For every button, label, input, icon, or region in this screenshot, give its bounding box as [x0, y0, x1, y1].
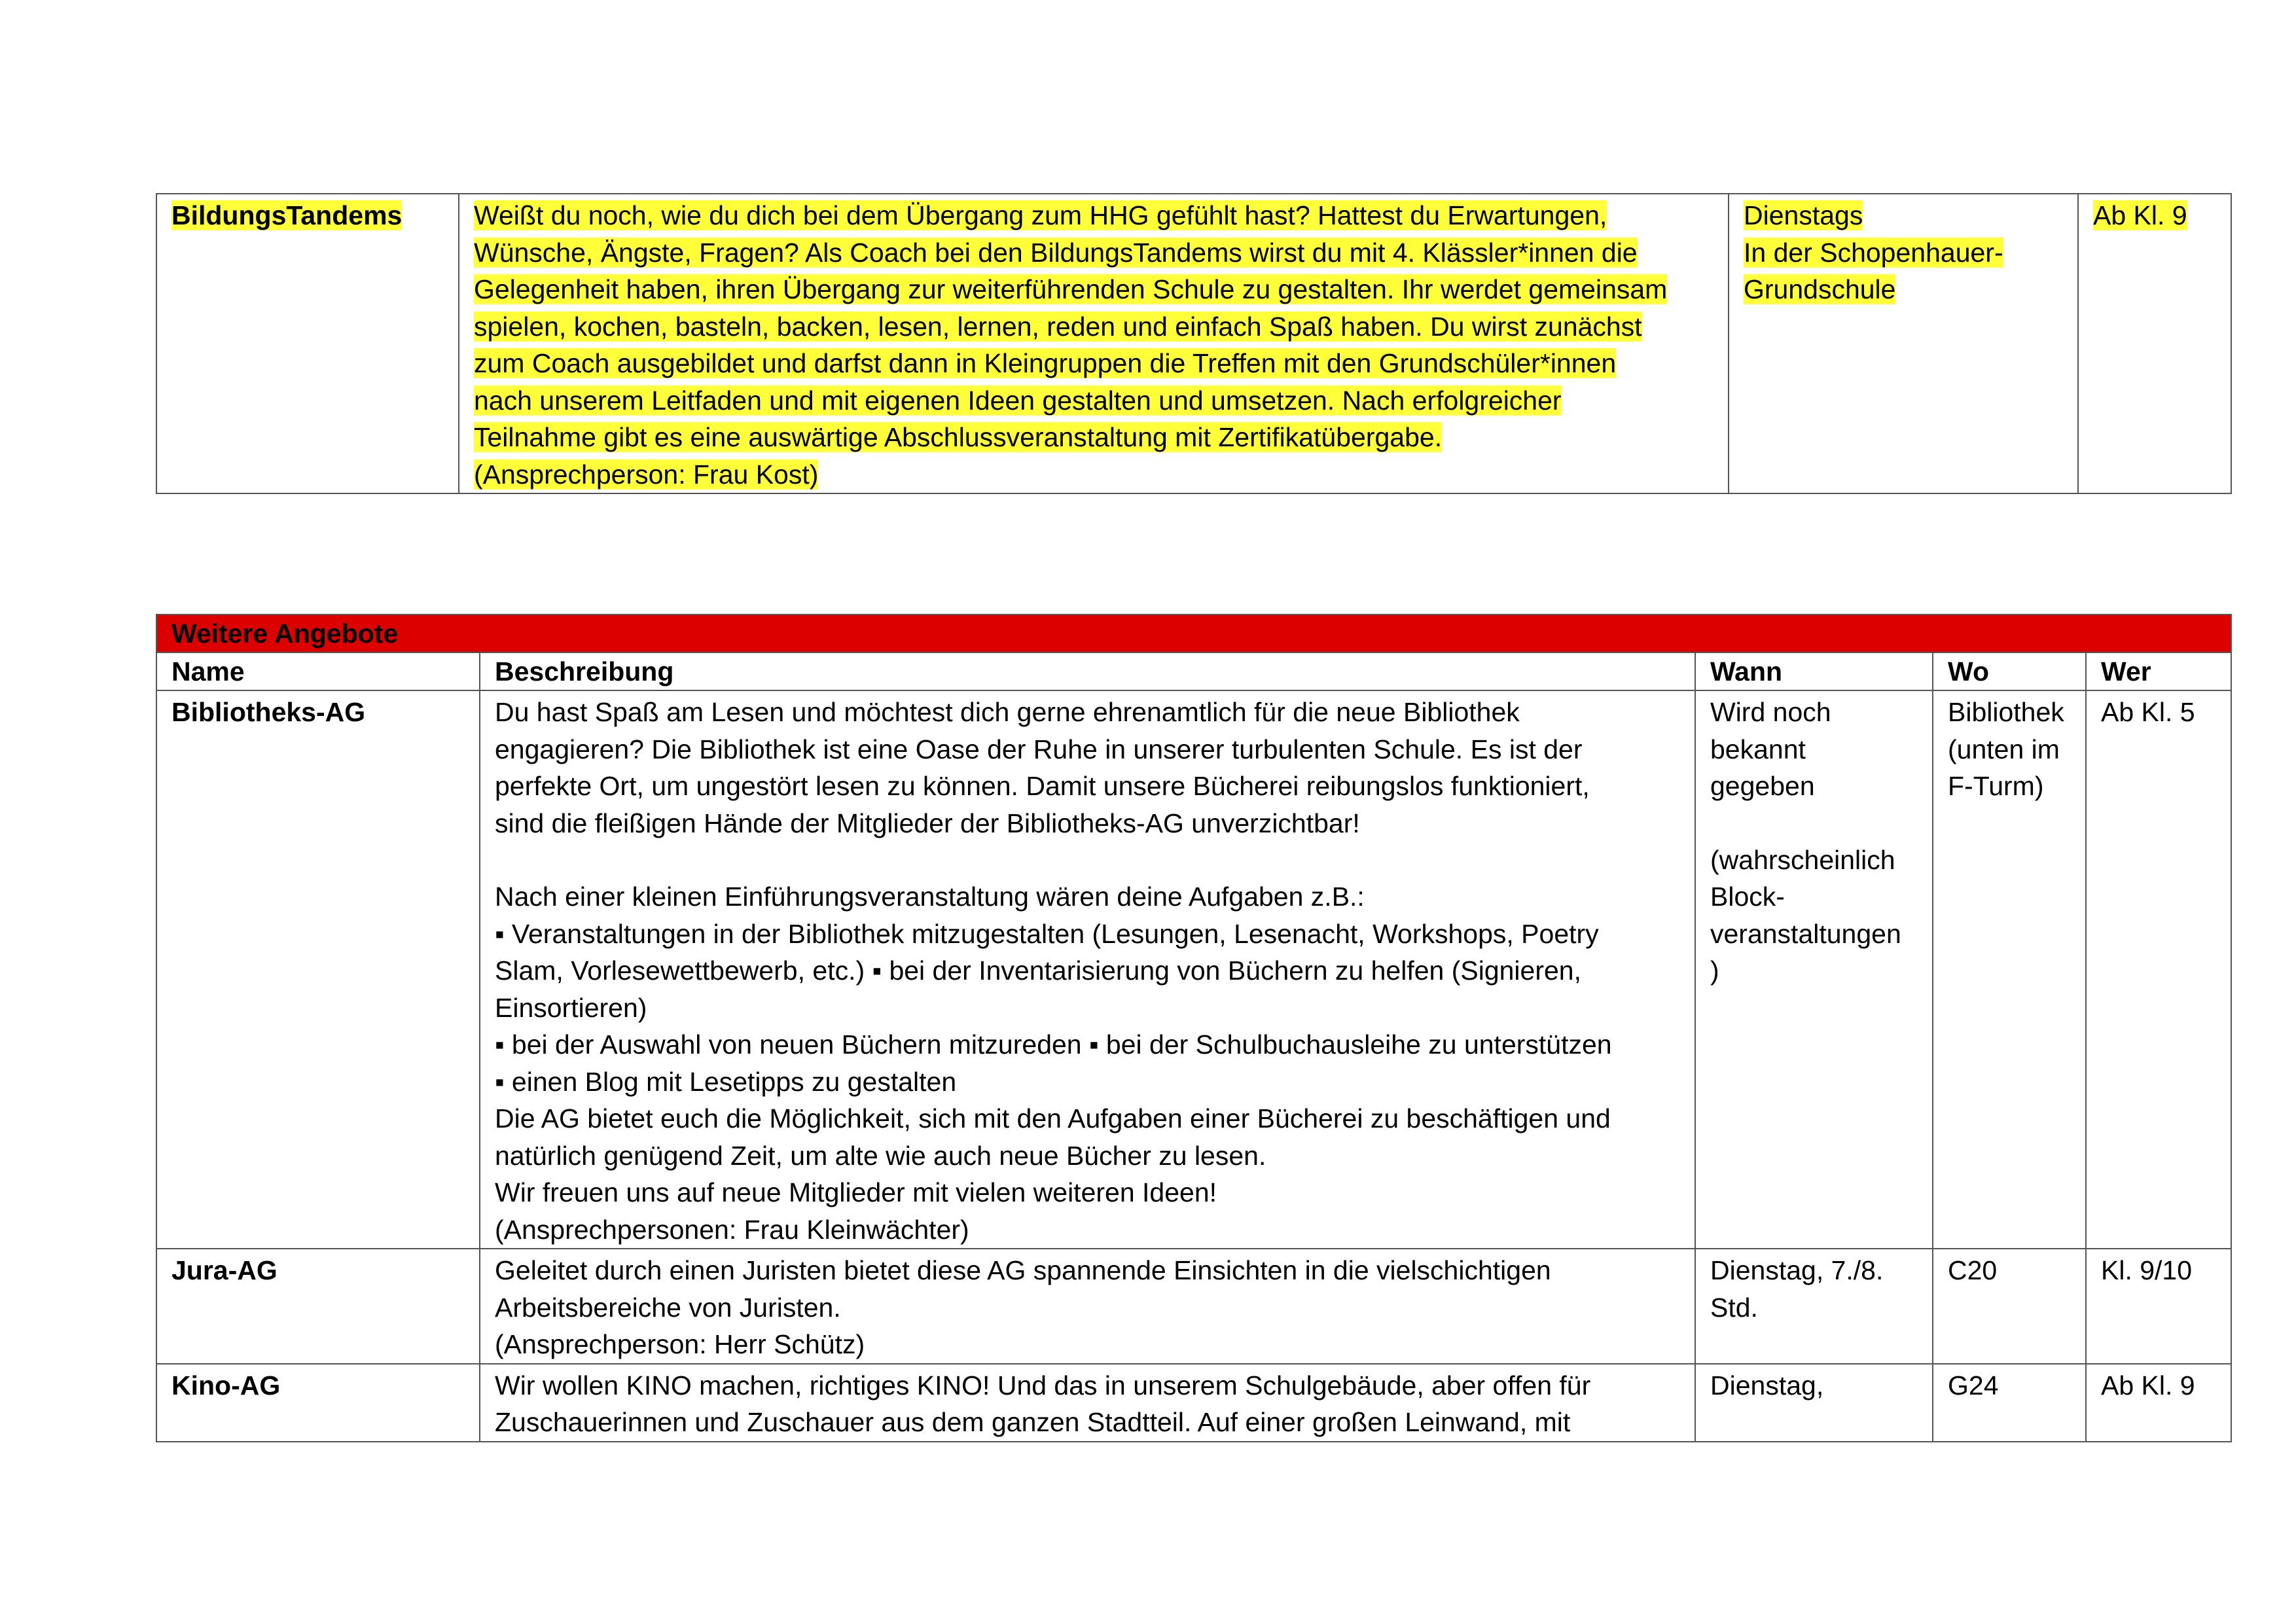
contact-line: (Ansprechperson: Frau Kost): [474, 459, 819, 490]
where-cell: [1933, 1249, 2086, 1364]
when-line: Grundschule: [1744, 274, 1896, 304]
description-line: Wünsche, Ängste, Fragen? Als Coach bei den BildungsTandems wirst du mit 4. Klässler*innen die: [474, 237, 1638, 268]
description-line: Nach einer kleinen Einführungsveranstaltung wären deine Aufgaben z.B.:: [495, 882, 1365, 912]
description-line: Slam, Vorlesewettbewerb, etc.) ▪ bei der Inventarisierung von Büchern zu helfen (Signieren,: [495, 955, 1581, 986]
who-cell: Kl. 9/10: [2086, 1249, 2231, 1364]
when-line: In der Schopenhauer-: [1744, 237, 2003, 268]
description-line: ▪ bei der Auswahl von neuen Büchern mitzureden ▪ bei der Schulbuchausleihe zu unterstützen: [495, 1029, 1612, 1060]
description-line: Weißt du noch, wie du dich bei dem Übergang zum HHG gefühlt hast? Hattest du Erwartungen,: [474, 200, 1607, 230]
table-row: [156, 1249, 2231, 1364]
bildungstandems-table: [156, 193, 2232, 494]
when-line: Dienstag,: [1710, 1370, 1824, 1400]
when-cell: [1695, 1249, 1933, 1364]
description-line: Wir freuen uns auf neue Mitglieder mit vielen weiteren Ideen!: [495, 1177, 1217, 1207]
description-line: zum Coach ausgebildet und darfst dann in Kleingruppen die Treffen mit den Grundschüler*innen: [474, 348, 1617, 378]
when-line: Block-: [1710, 882, 1785, 912]
who-value: Ab Kl. 9: [2093, 200, 2187, 230]
when-line: Dienstag, 7./8.: [1710, 1255, 1884, 1285]
description-line: Teilnahme gibt es eine auswärtige Abschlussveranstaltung mit Zertifikatübergabe.: [474, 422, 1443, 452]
weitere-angebote-table: [156, 614, 2232, 1442]
when-line: gegeben: [1710, 771, 1815, 801]
when-line: Dienstags: [1744, 200, 1863, 230]
blank-line: [1710, 805, 1918, 842]
description-line: Wir wollen KINO machen, richtiges KINO! Und das in unserem Schulgebäude, aber offen für: [495, 1370, 1591, 1400]
offer-name: Bibliotheks-AG: [156, 690, 480, 1249]
when-line: (wahrscheinlich: [1710, 844, 1895, 875]
header-who: Wer: [2086, 652, 2231, 690]
where-line: G24: [1948, 1370, 1999, 1400]
table-row: [156, 194, 2231, 493]
when-line: veranstaltungen: [1710, 918, 1901, 949]
description-line: spielen, kochen, basteln, backen, lesen, lernen, reden und einfach Spaß haben. Du wirst zunächst: [474, 311, 1642, 342]
description-line: Arbeitsbereiche von Juristen.: [495, 1292, 841, 1323]
when-line: ): [1710, 955, 1719, 986]
description-line: Gelegenheit haben, ihren Übergang zur weiterführenden Schule zu gestalten. Ihr werdet gemeinsam: [474, 274, 1668, 304]
where-line: F-Turm): [1948, 771, 2044, 801]
description-line: nach unserem Leitfaden und mit eigenen Ideen gestalten und umsetzen. Nach erfolgreicher: [474, 385, 1562, 416]
description-cell: [480, 690, 1695, 1249]
description-line: Einsortieren): [495, 992, 647, 1023]
who-cell: Ab Kl. 9: [2086, 1364, 2231, 1442]
contact-line: (Ansprechperson: Herr Schütz): [495, 1329, 865, 1359]
description-line: perfekte Ort, um ungestört lesen zu können. Damit unsere Bücherei reibungslos funktioniert,: [495, 771, 1590, 801]
description-cell: [480, 1249, 1695, 1364]
description-line: Zuschauerinnen und Zuschauer aus dem ganzen Stadtteil. Auf einer großen Leinwand, mit: [495, 1407, 1571, 1437]
blank-line: [495, 842, 1680, 878]
section-title: Weitere Angebote: [156, 615, 2231, 652]
header-when: Wann: [1695, 652, 1933, 690]
description-cell: [459, 194, 1729, 493]
description-line: Die AG bietet euch die Möglichkeit, sich mit den Aufgaben einer Bücherei zu beschäftigen und: [495, 1103, 1611, 1133]
offer-name: Jura-AG: [156, 1249, 480, 1364]
when-line: Std.: [1710, 1292, 1758, 1323]
when-line: Wird noch: [1710, 697, 1831, 727]
when-cell: [1695, 1364, 1933, 1442]
section-header-row: [156, 615, 2231, 652]
description-line: natürlich genügend Zeit, um alte wie auch neue Bücher zu lesen.: [495, 1140, 1266, 1171]
who-cell: Ab Kl. 5: [2086, 690, 2231, 1249]
table-row: [156, 690, 2231, 1249]
description-line: Du hast Spaß am Lesen und möchtest dich gerne ehrenamtlich für die neue Bibliothek: [495, 697, 1520, 727]
when-cell: [1695, 690, 1933, 1249]
description-line: engagieren? Die Bibliothek ist eine Oase der Ruhe in unserer turbulenten Schule. Es ist der: [495, 734, 1583, 764]
where-cell: [1933, 1364, 2086, 1442]
where-line: (unten im: [1948, 734, 2060, 764]
where-line: C20: [1948, 1255, 1998, 1285]
header-description: Beschreibung: [480, 652, 1695, 690]
contact-line: (Ansprechpersonen: Frau Kleinwächter): [495, 1214, 969, 1245]
when-line: bekannt: [1710, 734, 1806, 764]
when-where-cell: [1729, 194, 2078, 493]
description-cell: [480, 1364, 1695, 1442]
name-cell: [156, 194, 459, 493]
description-line: Geleitet durch einen Juristen bietet diese AG spannende Einsichten in die vielschichtigen: [495, 1255, 1551, 1285]
header-where: Wo: [1933, 652, 2086, 690]
offer-name: BildungsTandems: [171, 200, 403, 230]
table-row: [156, 1364, 2231, 1442]
description-line: ▪ Veranstaltungen in der Bibliothek mitzugestalten (Lesungen, Lesenacht, Workshops, Poetry: [495, 918, 1599, 949]
description-line: sind die fleißigen Hände der Mitglieder der Bibliotheks-AG unverzichtbar!: [495, 808, 1360, 838]
where-line: Bibliothek: [1948, 697, 2064, 727]
header-name: Name: [156, 652, 480, 690]
offer-name: Kino-AG: [156, 1364, 480, 1442]
column-header-row: [156, 652, 2231, 690]
who-cell: [2078, 194, 2231, 493]
description-line: ▪ einen Blog mit Lesetipps zu gestalten: [495, 1066, 957, 1097]
where-cell: [1933, 690, 2086, 1249]
